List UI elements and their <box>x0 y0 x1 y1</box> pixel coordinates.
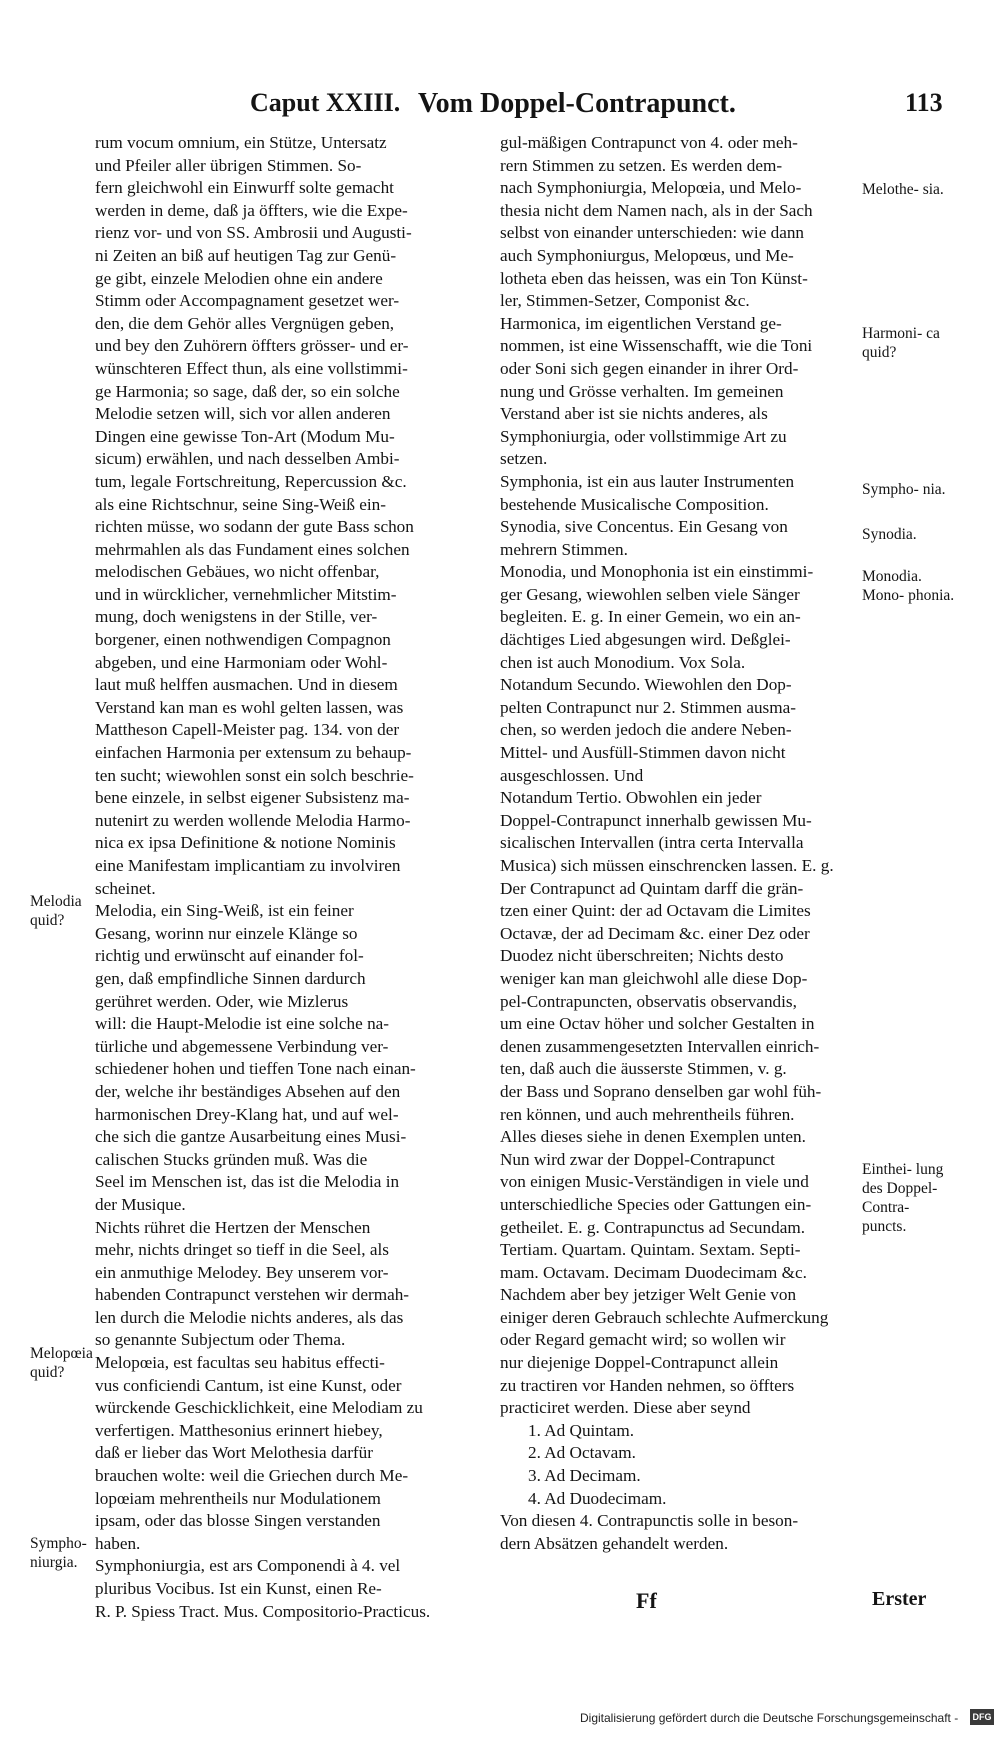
text-line: che sich die gantze Ausarbeitung eines Musi- <box>95 1127 407 1147</box>
text-line: lotheta eben das heissen, was ein Ton Künst- <box>500 268 808 288</box>
text-line: Symphoniurgia, oder vollstimmige Art zu <box>500 426 787 446</box>
text-line: und in würcklicher, vernehmlicher Mitstim- <box>95 584 397 604</box>
text-line: dächtiges Lied abgesungen wird. Deßglei- <box>500 630 791 650</box>
text-line: ni Zeiten an biß auf heutigen Tag zur Genü- <box>95 245 397 265</box>
text-line: melodischen Gebäues, wo nicht offenbar, <box>95 562 380 582</box>
text-line: Musica) sich müssen einschrencken lassen. E. g. <box>500 856 834 875</box>
text-line: rum vocum omnium, ein Stütze, Untersatz <box>95 133 387 152</box>
text-line: schiedener hohen und tieffen Tone nach einan- <box>95 1059 416 1079</box>
text-line: ge gibt, einzele Melodien ohne ein andere <box>95 268 383 288</box>
text-line: Verstand kan man es wohl gelten lassen, was <box>95 697 404 717</box>
text-line: werden in deme, daß ja öffters, wie die Expe- <box>95 200 408 220</box>
text-line: mehr, nichts dringet so tieff in die Seel, als <box>95 1240 389 1260</box>
text-line: selbst von einander unterschieden: wie dann <box>500 223 805 243</box>
text-line: pluribus Vocibus. Ist ein Kunst, einen Re- <box>95 1579 382 1598</box>
text-line: von einigen Music-Verständigen in viele und <box>500 1172 809 1192</box>
text-line: habenden Contrapunct verstehen wir dermah- <box>95 1285 410 1305</box>
text-line: 3. Ad Decimam. <box>528 1466 641 1486</box>
text-line: pel-Contrapuncten, observatis observandis, <box>500 991 797 1011</box>
text-line: den, die dem Gehör alles Vergnügen geben, <box>95 313 395 333</box>
text-line: Verstand aber ist sie nichts anderes, als <box>500 404 768 424</box>
text-line: mam. Octavam. Decimam Duodecimam &c. <box>500 1262 807 1282</box>
text-line: rern Stimmen zu setzen. Es werden dem- <box>500 155 783 175</box>
text-line: Stimm oder Accompagnament gesetzet wer- <box>95 291 400 311</box>
text-line: haben. <box>95 1533 141 1553</box>
text-line: würckende Geschicklichkeit, eine Melodiam zu <box>95 1398 423 1418</box>
text-line: nung und Grösse verhalten. Im gemeinen <box>500 381 784 401</box>
text-line: ler, Stimmen-Setzer, Componist &c. <box>500 291 750 311</box>
text-line: bestehende Musicalische Composition. <box>500 494 769 514</box>
text-line: türliche und abgemessene Verbindung ver- <box>95 1036 389 1056</box>
page-number: 113 <box>905 88 943 117</box>
text-line: Melodie setzen will, sich vor allen anderen <box>95 404 391 424</box>
text-line: Doppel-Contrapunct innerhalb gewissen Mu- <box>500 810 812 830</box>
text-line: len durch die Melodie nichts anderes, als das <box>95 1307 404 1327</box>
text-line: auch Symphoniurgus, Melopœus, und Me- <box>500 245 794 265</box>
margin-note-eintheilung: Einthei- lung des Doppel- Contra- puncts. <box>862 1161 944 1235</box>
text-line: R. P. Spiess Tract. Mus. Compositorio-Practicus. <box>95 1601 431 1621</box>
text-line: Notandum Tertio. Obwohlen ein jeder <box>500 788 762 808</box>
text-line: mehrern Stimmen. <box>500 539 628 559</box>
text-line: thesia nicht dem Namen nach, als in der Sach <box>500 200 813 220</box>
text-line: Nun wird zwar der Doppel-Contrapunct <box>500 1149 775 1169</box>
text-line: Duodez nicht überschreiten; Nichts desto <box>500 946 784 966</box>
text-line: brauchen wolte: weil die Griechen durch Me- <box>95 1466 409 1486</box>
text-line: Melopœia, est facultas seu habitus effecti- <box>95 1353 385 1373</box>
text-line: und bey den Zuhörern öffters grösser- und er- <box>95 336 409 356</box>
text-line: mehrmahlen als das Fundament eines solchen <box>95 539 410 559</box>
text-line: weniger kan man gleichwohl alle diese Dop- <box>500 968 808 988</box>
margin-note-melodia: Melodia quid? <box>30 893 82 929</box>
text-line: nach Symphoniurgia, Melopœia, und Melo- <box>500 178 802 198</box>
margin-note-melothesia: Melothe- sia. <box>862 181 944 198</box>
text-line: zu tractiren vor Handen nehmen, so öffters <box>500 1375 795 1395</box>
text-line: chen ist auch Monodium. Vox Sola. <box>500 652 746 672</box>
text-line: Symphonia, ist ein aus lauter Instrumenten <box>500 471 795 491</box>
catchword: Erster <box>872 1588 927 1610</box>
running-header <box>0 88 1000 128</box>
text-line: gerühret werden. Oder, wie Mizlerus <box>95 991 349 1011</box>
left-text-column <box>95 132 475 1623</box>
text-line: Synodia, sive Concentus. Ein Gesang von <box>500 517 788 537</box>
text-line: ten, daß auch die äusserste Stimmen, v. g. <box>500 1059 787 1079</box>
text-line: calischen Stucks gründen muß. Was die <box>95 1149 368 1169</box>
text-line: borgener, einen nothwendigen Compagnon <box>95 630 391 650</box>
text-line: richtig und erwünscht auf einander fol- <box>95 946 364 966</box>
text-line: tzen einer Quint: der ad Octavam die Limites <box>500 901 811 921</box>
text-line: setzen. <box>500 449 548 469</box>
text-line: verfertigen. Matthesonius erinnert hiebey, <box>95 1420 383 1440</box>
text-line: tum, legale Fortschreitung, Repercussion &c. <box>95 471 407 491</box>
text-line: rienz vor- und von SS. Ambrosii und Augusti- <box>95 223 412 243</box>
text-line: ge Harmonia; so sage, daß der, so ein solche <box>95 381 400 401</box>
text-line: will: die Haupt-Melodie ist eine solche na- <box>95 1014 390 1034</box>
text-line: richten müsse, wo sodann der gute Bass schon <box>95 517 414 537</box>
text-line: harmonischen Drey-Klang hat, und auf wel- <box>95 1104 399 1124</box>
text-line: nur diejenige Doppel-Contrapunct allein <box>500 1353 779 1373</box>
text-line: practiciret werden. Diese aber seynd <box>500 1398 751 1418</box>
text-line: fern gleichwohl ein Einwurff solte gemacht <box>95 178 394 198</box>
chapter-title: Vom Doppel-Contrapunct. <box>418 88 736 119</box>
text-line: unterschiedliche Species oder Gattungen ein- <box>500 1194 812 1214</box>
digitization-credit: Digitalisierung gefördert durch die Deutsche Forschungsgemeinschaft - <box>580 1711 959 1725</box>
text-line: so genannte Subjectum oder Thema. <box>95 1330 346 1350</box>
text-line: sicum) erwählen, und nach desselben Ambi- <box>95 449 400 469</box>
text-line: Nichts rühret die Hertzen der Menschen <box>95 1217 371 1237</box>
text-line: oder Regard gemacht wird; so wollen wir <box>500 1330 786 1350</box>
text-line: Von diesen 4. Contrapunctis solle in beson- <box>500 1511 799 1531</box>
text-line: Harmonica, im eigentlichen Verstand ge- <box>500 313 782 333</box>
text-line: und Pfeiler aller übrigen Stimmen. So- <box>95 155 362 175</box>
text-line: wünschteren Effect thun, als eine vollstimmi- <box>95 358 408 378</box>
text-line: pelten Contrapunct nur 2. Stimmen ausma- <box>500 697 796 717</box>
text-line: um eine Octav höher und solcher Gestalten in <box>500 1014 815 1034</box>
text-line: Gesang, worinn nur einzele Klänge so <box>95 923 358 943</box>
right-text-column <box>500 132 875 1555</box>
text-line: Seel im Menschen ist, das ist die Melodia in <box>95 1172 400 1192</box>
text-line: Symphoniurgia, est ars Componendi à 4. vel <box>95 1556 401 1576</box>
margin-note-symphonia: Sympho- nia. <box>862 481 946 498</box>
text-line: Mattheson Capell-Meister pag. 134. von der <box>95 720 400 740</box>
text-line: mung, doch wenigstens in der Stille, ver- <box>95 607 378 627</box>
text-line: als eine Richtschnur, seine Sing-Weiß ein- <box>95 494 386 514</box>
text-line: abgeben, und eine Harmoniam oder Wohl- <box>95 652 388 672</box>
text-line: der, welche ihr beständiges Absehen auf den <box>95 1081 401 1101</box>
text-line: begleiten. E. g. In einer Gemein, wo ein an- <box>500 607 801 627</box>
text-line: lopœiam mehrentheils nur Modulationem <box>95 1488 381 1508</box>
text-line: ren können, und auch mehrentheils führen. <box>500 1104 795 1124</box>
margin-note-harmonica: Harmoni- ca quid? <box>862 325 940 361</box>
text-line: Nachdem aber bey jetziger Welt Genie von <box>500 1285 797 1305</box>
text-line: Octavæ, der ad Decimam &c. einer Dez oder <box>500 923 810 943</box>
margin-note-monodia: Monodia. Mono- phonia. <box>862 568 955 604</box>
text-line: 4. Ad Duodecimam. <box>528 1488 667 1508</box>
text-line: denen zusammengesetzten Intervallen einrich- <box>500 1036 820 1056</box>
text-line: chen, so werden jedoch die andere Neben- <box>500 720 792 740</box>
text-line: Notandum Secundo. Wiewohlen den Dop- <box>500 675 792 695</box>
margin-note-synodia: Synodia. <box>862 526 917 543</box>
text-line: nommen, ist eine Wissenschafft, wie die Toni <box>500 336 813 356</box>
margin-note-melopoeia: Melopœia quid? <box>30 1345 93 1381</box>
text-line: dern Absätzen gehandelt werden. <box>500 1533 729 1553</box>
text-line: ten sucht; wiewohlen sonst ein solch beschrie- <box>95 765 414 785</box>
text-line: oder Soni sich gegen einander in ihrer Ord- <box>500 358 799 378</box>
text-line: laut muß helffen ausmachen. Und in diesem <box>95 675 398 695</box>
text-line: bene einzele, in selbst eigener Subsistenz ma- <box>95 788 410 808</box>
text-line: Dingen eine gewisse Ton-Art (Modum Mu- <box>95 426 395 446</box>
text-line: daß er lieber das Wort Melothesia darfür <box>95 1443 373 1463</box>
text-line: nutenirt zu werden wollende Melodia Harmo- <box>95 810 411 830</box>
text-line: Melodia, ein Sing-Weiß, ist ein feiner <box>95 901 354 921</box>
text-line: getheilet. E. g. Contrapunctus ad Secundam. <box>500 1217 806 1237</box>
text-line: Der Contrapunct ad Quintam darff die grän- <box>500 878 804 898</box>
text-line: ger Gesang, wiewohlen selben viele Sänger <box>500 584 800 604</box>
text-line: Monodia, und Monophonia ist ein einstimmi- <box>500 562 814 582</box>
text-line: Tertiam. Quartam. Quintam. Sextam. Septi- <box>500 1240 801 1260</box>
text-line: ipsam, oder das blosse Singen verstanden <box>95 1511 381 1531</box>
chapter-label: Caput XXIII. <box>250 88 401 117</box>
dfg-logo: DFG <box>970 1709 994 1725</box>
text-line: einfachen Harmonia per extensum zu behaup- <box>95 743 412 763</box>
text-line: gen, daß empfindliche Sinnen dardurch <box>95 968 366 988</box>
text-line: sicalischen Intervallen (intra certa Intervalla <box>500 833 804 853</box>
text-line: eine Manifestam implicantiam zu involviren <box>95 856 401 875</box>
text-line: ein anmuthige Melodey. Bey unserem vor- <box>95 1262 389 1282</box>
margin-note-symphoniurgia: Sympho- niurgia. <box>30 1535 87 1571</box>
text-line: der Musique. <box>95 1194 186 1214</box>
signature-mark: Ff <box>636 1588 657 1613</box>
text-line: gul-mäßigen Contrapunct von 4. oder meh- <box>500 133 798 152</box>
text-line: einiger deren Gebrauch schlechte Aufmerckung <box>500 1307 829 1327</box>
text-line: 1. Ad Quintam. <box>528 1420 634 1440</box>
text-line: Alles dieses siehe in denen Exemplen unten. <box>500 1127 806 1147</box>
text-line: Mittel- und Ausfüll-Stimmen davon nicht <box>500 743 786 763</box>
text-line: vus conficiendi Cantum, ist eine Kunst, oder <box>95 1375 402 1395</box>
text-line: 2. Ad Octavam. <box>528 1443 636 1463</box>
text-line: der Bass und Soprano denselben gar wohl füh- <box>500 1081 822 1101</box>
text-line: nica ex ipsa Definitione & notione Nominis <box>95 833 396 853</box>
text-line: scheinet. <box>95 878 156 898</box>
text-line: ausgeschlossen. Und <box>500 765 644 785</box>
